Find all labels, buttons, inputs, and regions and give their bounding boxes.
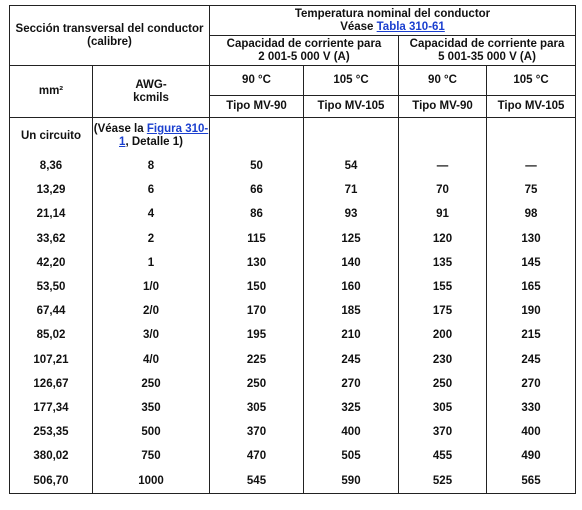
type-mv105-high-header: Tipo MV-105 (487, 96, 576, 118)
ampacity-90-low-cell: 470 (210, 444, 304, 468)
mm2-cell: 67,44 (10, 299, 93, 323)
temperature-reference: Véase Tabla 310-61 (340, 20, 445, 33)
awg-cell: 750 (93, 444, 210, 468)
mm2-cell: 85,02 (10, 323, 93, 347)
table-row (10, 372, 576, 396)
type-mv90-high-header: Tipo MV-90 (399, 96, 487, 118)
table-row (10, 275, 576, 299)
awg-cell: 1 (93, 251, 210, 275)
mm2-cell: 253,35 (10, 420, 93, 444)
ampacity-105-high-cell: 270 (487, 372, 576, 396)
ampacity-105-high-cell: 400 (487, 420, 576, 444)
ampacity-90-high-cell: 305 (399, 396, 487, 420)
ampacity-105-high-cell: 215 (487, 323, 576, 347)
ampacity-90-high-cell: 230 (399, 348, 487, 372)
ampacity-90-low-cell: 130 (210, 251, 304, 275)
table-row (10, 468, 576, 493)
mm2-label: mm² (38, 85, 64, 97)
mm2-cell: 21,14 (10, 202, 93, 226)
awg-cell: 2 (93, 227, 210, 251)
ampacity-105-high-cell: 330 (487, 396, 576, 420)
note-suffix: , Detalle 1) (125, 136, 183, 148)
ampacity-105-low-cell: 270 (304, 372, 399, 396)
table-310-61-link[interactable]: Tabla 310-61 (376, 20, 445, 33)
ampacity-table (9, 5, 576, 494)
awg-cell: 4 (93, 202, 210, 226)
capacity-high-line2: 5 001-35 000 V (A) (438, 50, 536, 63)
awg-cell: 500 (93, 420, 210, 444)
ampacity-90-high-cell: 370 (399, 420, 487, 444)
ampacity-105-low-cell: 160 (304, 275, 399, 299)
ampacity-90-high-cell: 120 (399, 227, 487, 251)
awg-label-line2: kcmils (133, 91, 169, 104)
ampacity-105-low-cell: 93 (304, 202, 399, 226)
ampacity-105-low-cell: 505 (304, 444, 399, 468)
ampacity-105-low-cell: 210 (304, 323, 399, 347)
mm2-cell: 107,21 (10, 348, 93, 372)
ampacity-105-low-cell: 325 (304, 396, 399, 420)
type-mv90-low-header: Tipo MV-90 (210, 96, 304, 118)
ampacity-90-high-cell: 525 (399, 468, 487, 493)
ampacity-105-high-cell: 190 (487, 299, 576, 323)
ampacity-90-high-cell: 250 (399, 372, 487, 396)
ampacity-105-high-cell: 75 (487, 178, 576, 202)
awg-label-line1: AWG- (135, 78, 167, 91)
ampacity-105-high-cell: 145 (487, 251, 576, 275)
circuit-spec-row (10, 118, 576, 155)
ampacity-90-low-cell: 250 (210, 372, 304, 396)
temp-90-low-header: 90 °C (210, 66, 304, 96)
capacity-high-line1: Capacidad de corriente para (409, 37, 565, 50)
empty-cell (210, 118, 304, 155)
ampacity-90-low-cell: 115 (210, 227, 304, 251)
ampacity-90-low-cell: 50 (210, 154, 304, 178)
ampacity-90-high-cell: 135 (399, 251, 487, 275)
awg-cell: 3/0 (93, 323, 210, 347)
type-mv105-low-header: Tipo MV-105 (304, 96, 399, 118)
table-row (10, 420, 576, 444)
circuit-label: Un circuito (10, 118, 93, 155)
mm2-cell: 42,20 (10, 251, 93, 275)
temp-105-low-header: 105 °C (304, 66, 399, 96)
table-row (10, 202, 576, 226)
mm2-cell: 506,70 (10, 468, 93, 493)
table-row (10, 323, 576, 347)
empty-cell (487, 118, 576, 155)
capacity-low-line2: 2 001-5 000 V (A) (258, 50, 350, 63)
ampacity-90-low-cell: 195 (210, 323, 304, 347)
capacity-low-line1: Capacidad de corriente para (226, 37, 382, 50)
note-prefix: (Véase la (93, 123, 147, 135)
awg-cell: 2/0 (93, 299, 210, 323)
table-row (10, 178, 576, 202)
ampacity-90-high-cell: 175 (399, 299, 487, 323)
table-row (10, 348, 576, 372)
mm2-cell: 8,36 (10, 154, 93, 178)
ampacity-105-high-cell: 130 (487, 227, 576, 251)
table-row (10, 251, 576, 275)
table-row (10, 299, 576, 323)
awg-cell: 4/0 (93, 348, 210, 372)
ampacity-90-high-cell: 70 (399, 178, 487, 202)
ampacity-90-low-cell: 86 (210, 202, 304, 226)
section-header (10, 6, 210, 66)
table-row (10, 227, 576, 251)
table-row (10, 444, 576, 468)
ampacity-90-low-cell: 170 (210, 299, 304, 323)
capacity-high-voltage-header (399, 36, 576, 66)
awg-cell: 8 (93, 154, 210, 178)
ampacity-105-low-cell: 400 (304, 420, 399, 444)
mm2-cell: 126,67 (10, 372, 93, 396)
mm2-column-header (10, 66, 93, 118)
ampacity-90-high-cell: 200 (399, 323, 487, 347)
ampacity-105-high-cell: 565 (487, 468, 576, 493)
figure-310-1-link[interactable]: Figura 310-1 (119, 123, 209, 148)
awg-cell: 350 (93, 396, 210, 420)
empty-cell (399, 118, 487, 155)
table-row (10, 396, 576, 420)
detail-note (93, 118, 210, 155)
ampacity-105-low-cell: 125 (304, 227, 399, 251)
ampacity-90-low-cell: 545 (210, 468, 304, 493)
awg-cell: 250 (93, 372, 210, 396)
ampacity-105-low-cell: 71 (304, 178, 399, 202)
mm2-cell: 53,50 (10, 275, 93, 299)
table-row (10, 154, 576, 178)
ampacity-90-low-cell: 305 (210, 396, 304, 420)
mm2-cell: 33,62 (10, 227, 93, 251)
section-title: Sección transversal del conductor (calibre) (15, 22, 204, 48)
capacity-low-voltage-header (210, 36, 399, 66)
ampacity-90-high-cell: 455 (399, 444, 487, 468)
ampacity-105-high-cell: — (487, 154, 576, 178)
ampacity-105-high-cell: 98 (487, 202, 576, 226)
awg-cell: 1000 (93, 468, 210, 493)
ampacity-105-low-cell: 245 (304, 348, 399, 372)
ampacity-105-low-cell: 140 (304, 251, 399, 275)
empty-cell (304, 118, 399, 155)
ampacity-90-low-cell: 150 (210, 275, 304, 299)
mm2-cell: 177,34 (10, 396, 93, 420)
ampacity-105-high-cell: 490 (487, 444, 576, 468)
mm2-cell: 13,29 (10, 178, 93, 202)
ampacity-105-low-cell: 54 (304, 154, 399, 178)
ampacity-90-high-cell: 91 (399, 202, 487, 226)
ampacity-90-high-cell: — (399, 154, 487, 178)
awg-column-header (93, 66, 210, 118)
ampacity-105-high-cell: 245 (487, 348, 576, 372)
ampacity-90-high-cell: 155 (399, 275, 487, 299)
ampacity-90-low-cell: 66 (210, 178, 304, 202)
temp-105-high-header: 105 °C (487, 66, 576, 96)
ampacity-90-low-cell: 370 (210, 420, 304, 444)
temp-90-high-header: 90 °C (399, 66, 487, 96)
ampacity-90-low-cell: 225 (210, 348, 304, 372)
ampacity-105-high-cell: 165 (487, 275, 576, 299)
ampacity-105-low-cell: 590 (304, 468, 399, 493)
temperature-header (210, 6, 576, 36)
temperature-title: Temperatura nominal del conductor (294, 7, 491, 20)
awg-cell: 1/0 (93, 275, 210, 299)
mm2-cell: 380,02 (10, 444, 93, 468)
ampacity-105-low-cell: 185 (304, 299, 399, 323)
awg-cell: 6 (93, 178, 210, 202)
